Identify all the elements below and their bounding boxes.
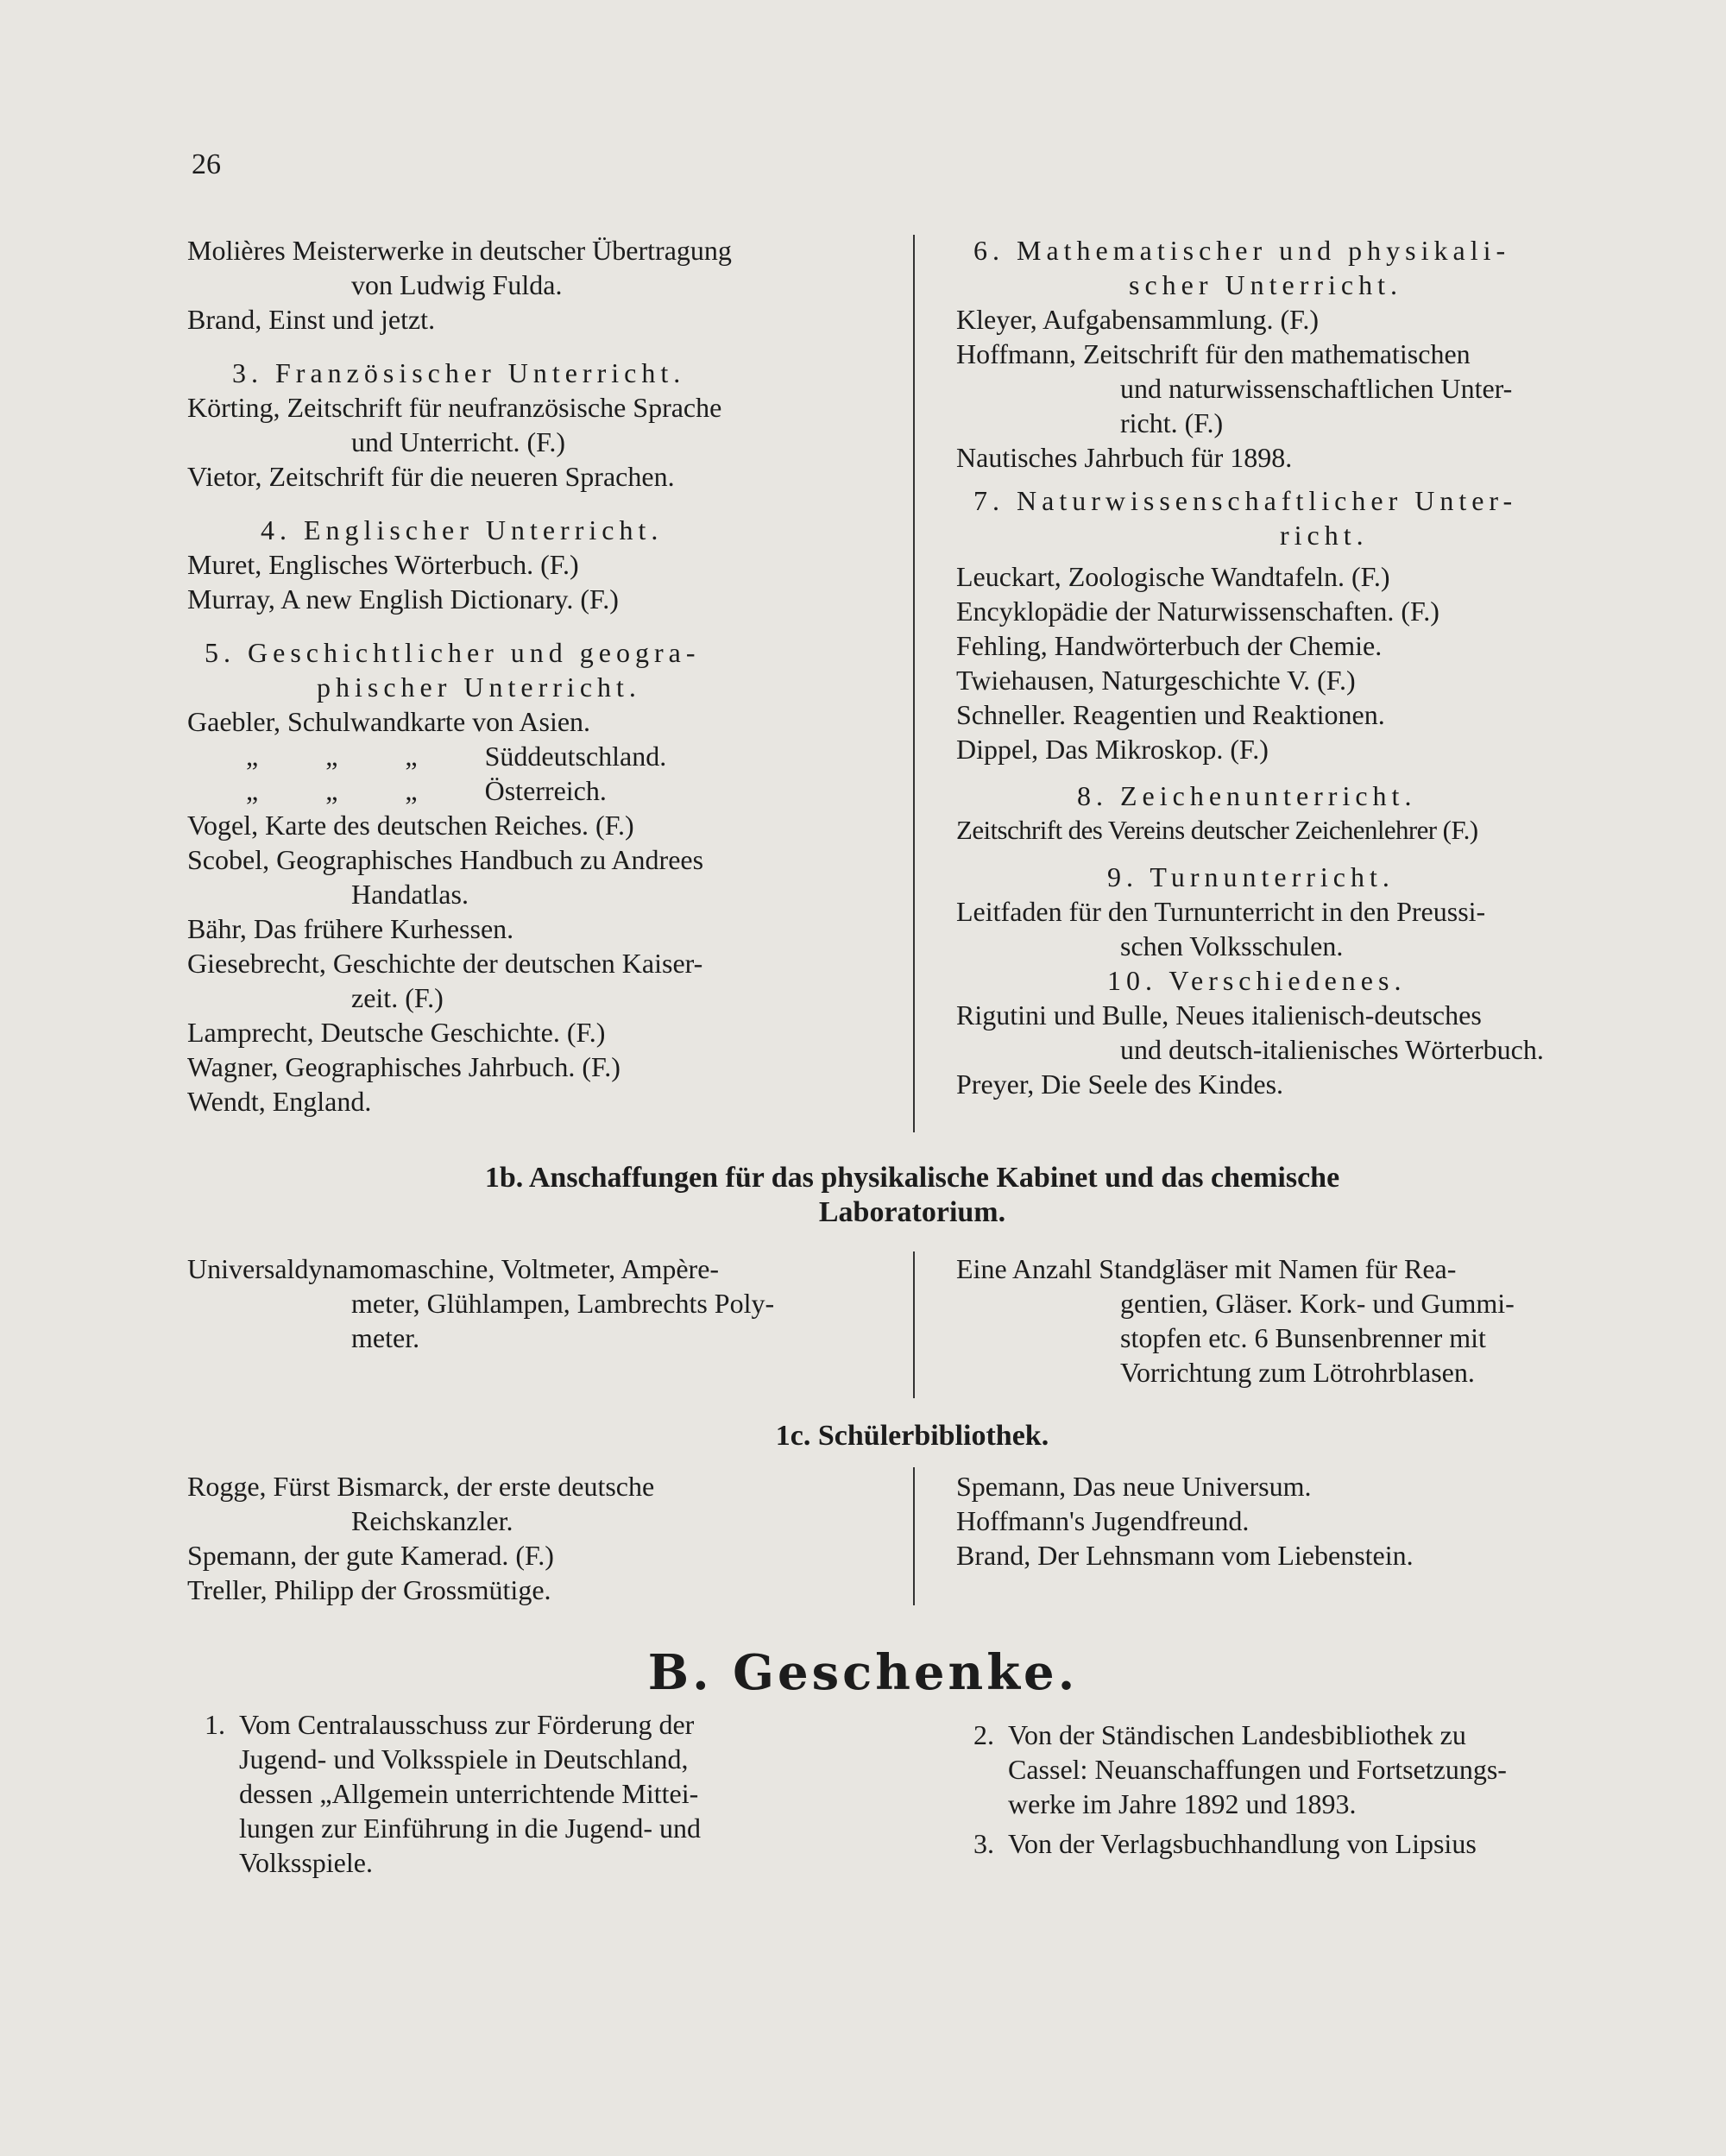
section-heading: 8. Zeichenunterricht. <box>1077 780 1417 811</box>
entry: Zeitschrift des Vereins deutscher Zeichenlehrer (F.) <box>956 815 1478 845</box>
section-b-left <box>187 1707 878 1880</box>
entry: Hoffmann, Zeitschrift für den mathematischen <box>956 338 1471 369</box>
section-1b-left <box>187 1251 878 1355</box>
entry: Eine Anzahl Standgläser mit Namen für Rea- <box>956 1253 1457 1284</box>
entry-cont: und deutsch-italienisches Wörterbuch. <box>1120 1034 1544 1065</box>
entry: dessen „Allgemein unterrichtende Mittei- <box>239 1778 699 1809</box>
entry: Molières Meisterwerke in deutscher Übertragung <box>187 235 732 266</box>
entry: „ „ „ Süddeutschland. <box>246 741 667 772</box>
section-heading: richt. <box>1280 520 1369 551</box>
entry: Von der Verlagsbuchhandlung von Lipsius <box>1008 1828 1477 1859</box>
entry: Dippel, Das Mikroskop. (F.) <box>956 734 1269 765</box>
entry: lungen zur Einführung in die Jugend- und <box>239 1812 701 1844</box>
gift-item-1 <box>187 1707 878 1880</box>
section-b-right <box>956 1718 1638 1861</box>
page-number: 26 <box>192 148 221 180</box>
column-divider <box>913 1467 915 1605</box>
section-heading: phischer Unterricht. <box>317 671 641 703</box>
section-heading: 4. Englischer Unterricht. <box>261 514 664 545</box>
column-divider <box>913 235 915 1132</box>
entry: Murray, A new English Dictionary. (F.) <box>187 583 619 615</box>
item-number: 2. <box>973 1719 994 1750</box>
section-heading: 7. Naturwissenschaftlicher Unter- <box>973 485 1518 516</box>
section-1b-title-cont: Laboratorium. <box>818 1196 1006 1228</box>
entry: Vietor, Zeitschrift für die neueren Sprachen. <box>187 461 675 492</box>
entry: Brand, Der Lehnsmann vom Liebenstein. <box>956 1540 1414 1571</box>
section-1b-heading <box>187 1161 1637 1230</box>
entry: Twiehausen, Naturgeschichte V. (F.) <box>956 665 1356 696</box>
entry: Schneller. Reagentien und Reaktionen. <box>956 699 1385 730</box>
entry: Lamprecht, Deutsche Geschichte. (F.) <box>187 1017 606 1048</box>
entry: Hoffmann's Jugendfreund. <box>956 1505 1250 1536</box>
entry: Bähr, Das frühere Kurhessen. <box>187 913 514 944</box>
entry-cont: meter. <box>351 1322 420 1353</box>
entry: Rogge, Fürst Bismarck, der erste deutsche <box>187 1471 655 1502</box>
entry: Encyklopädie der Naturwissenschaften. (F.) <box>956 596 1439 627</box>
entry: Treller, Philipp der Grossmütige. <box>187 1574 551 1605</box>
gift-item-2 <box>956 1718 1638 1821</box>
entry: Scobel, Geographisches Handbuch zu Andrees <box>187 844 704 875</box>
section-heading: 5. Geschichtlicher und geogra- <box>205 637 701 668</box>
entry: Preyer, Die Seele des Kindes. <box>956 1069 1284 1100</box>
entry: Leuckart, Zoologische Wandtafeln. (F.) <box>956 561 1390 592</box>
column-divider <box>913 1251 915 1398</box>
entry: Leitfaden für den Turnunterricht in den Preussi- <box>956 896 1486 927</box>
section-1c-right <box>956 1469 1638 1573</box>
entry: Cassel: Neuanschaffungen und Fortsetzungs- <box>1008 1754 1507 1785</box>
section-1c-left <box>187 1469 878 1607</box>
entry: Giesebrecht, Geschichte der deutschen Kaiser- <box>187 948 703 979</box>
entry: Muret, Englisches Wörterbuch. (F.) <box>187 549 579 580</box>
entry: Volksspiele. <box>239 1847 373 1878</box>
left-column-top <box>187 233 878 1119</box>
entry: Jugend- und Volksspiele in Deutschland, <box>239 1743 689 1775</box>
gift-item-3 <box>956 1826 1638 1861</box>
entry-cont: und Unterricht. (F.) <box>351 426 566 457</box>
right-column-top <box>956 233 1638 1101</box>
section-1b-right <box>956 1251 1638 1390</box>
entry: Wagner, Geographisches Jahrbuch. (F.) <box>187 1051 620 1082</box>
entry-cont: Reichskanzler. <box>351 1505 513 1536</box>
section-heading: 3. Französischer Unterricht. <box>232 357 686 388</box>
entry: Kleyer, Aufgabensammlung. (F.) <box>956 304 1320 335</box>
section-1b-title: 1b. Anschaffungen für das physikalische Kabinet und das chemische <box>484 1162 1340 1194</box>
entry: Von der Ständischen Landesbibliothek zu <box>1008 1719 1466 1750</box>
entry: Nautisches Jahrbuch für 1898. <box>956 442 1293 473</box>
section-heading: scher Unterricht. <box>1129 269 1403 300</box>
entry: Universaldynamomaschine, Voltmeter, Ampère- <box>187 1253 720 1284</box>
entry: Spemann, Das neue Universum. <box>956 1471 1312 1502</box>
section-1c-title: 1c. Schülerbibliothek. <box>775 1420 1049 1452</box>
entry-cont: meter, Glühlampen, Lambrechts Poly- <box>351 1288 775 1319</box>
item-number: 3. <box>973 1828 994 1859</box>
entry: Vogel, Karte des deutschen Reiches. (F.) <box>187 810 634 841</box>
entry-cont: von Ludwig Fulda. <box>351 269 563 300</box>
entry-cont: gentien, Gläser. Kork- und Gummi- <box>1120 1288 1515 1319</box>
entry-cont: und naturwissenschaftlichen Unter- <box>1120 373 1513 404</box>
entry: Rigutini und Bulle, Neues italienisch-deutsches <box>956 999 1482 1031</box>
section-b-title: B. Geschenke. <box>647 1644 1079 1701</box>
item-number: 1. <box>205 1709 225 1740</box>
entry: Fehling, Handwörterbuch der Chemie. <box>956 630 1383 661</box>
entry: Körting, Zeitschrift für neufranzösische Sprache <box>187 392 722 423</box>
entry: „ „ „ Österreich. <box>246 775 607 806</box>
entry-cont: Handatlas. <box>351 879 469 910</box>
section-heading: 6. Mathematischer und physikali- <box>973 235 1511 266</box>
entry: Spemann, der gute Kamerad. (F.) <box>187 1540 554 1571</box>
entry-cont: schen Volksschulen. <box>1120 930 1344 961</box>
entry: Brand, Einst und jetzt. <box>187 304 436 335</box>
entry-cont: stopfen etc. 6 Bunsenbrenner mit <box>1120 1322 1486 1353</box>
entry: Wendt, England. <box>187 1086 372 1117</box>
entry: Gaebler, Schulwandkarte von Asien. <box>187 706 591 737</box>
entry-cont: richt. (F.) <box>1120 407 1224 438</box>
entry: Vom Centralausschuss zur Förderung der <box>239 1709 695 1740</box>
section-heading: 10. Verschiedenes. <box>1107 965 1407 996</box>
entry-cont: Vorrichtung zum Lötrohrblasen. <box>1120 1357 1475 1388</box>
entry: werke im Jahre 1892 und 1893. <box>1008 1788 1357 1819</box>
section-heading: 9. Turnunterricht. <box>1107 861 1395 892</box>
entry-cont: zeit. (F.) <box>351 982 444 1013</box>
